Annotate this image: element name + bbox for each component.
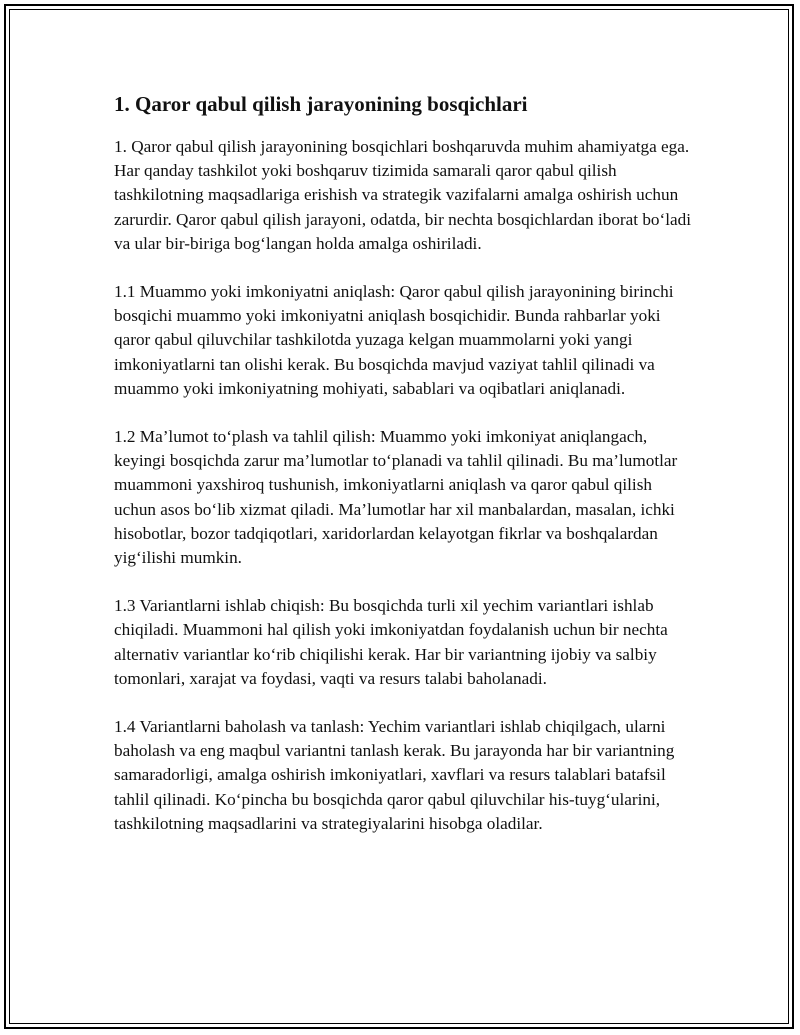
paragraph-section-1-3: 1.3 Variantlarni ishlab chiqish: Bu bosqichda turli xil yechim variantlari ishlab chiqiladi. Muammoni hal qilish yoki imkoniyatdan foydalanish uchun bir nechta alternativ variantlar ko‘rib chiqilishi kerak. Har bir variantning ijobiy va salbiy tomonlari, xarajat va foydasi, vaqti va resurs talabi baholanadi. — [114, 596, 668, 688]
document-title: 1. Qaror qabul qilish jarayonining bosqichlari — [114, 92, 528, 116]
document-body — [114, 90, 694, 860]
paragraph-section-1-4: 1.4 Variantlarni baholash va tanlash: Yechim variantlari ishlab chiqilgach, ularni baholash va eng maqbul variantni tanlash kerak. Bu jarayonda har bir variantning samaradorligi, amalga oshirish imkoniyatlari, xavflari va resurs talablari batafsil tahlil qilinadi. Ko‘pincha bu bosqichda qaror qabul qiluvchilar his-tuyg‘ularini, tashkilotning maqsadlarini va strategiyalarini hisobga oladilar. — [114, 717, 675, 833]
paragraph-section-1-1: 1.1 Muammo yoki imkoniyatni aniqlash: Qaror qabul qilish jarayonining birinchi bosqichi muammo yoki imkoniyatni aniqlash bosqichidir. Bunda rahbarlar yoki qaror qabul qiluvchilar tashkilotda yuzaga kelgan muammolarni yoki yangi imkoniyatlarni tan olishi kerak. Bu bosqichda mavjud vaziyat tahlil qilinadi va muammo yoki imkoniyatning mohiyati, sabablari va oqibatlari aniqlanadi. — [114, 282, 674, 398]
paragraph-intro: 1. Qaror qabul qilish jarayonining bosqichlari boshqaruvda muhim ahamiyatga ega. Har qanday tashkilot yoki boshqaruv tizimida samarali qaror qabul qilish tashkilotning maqsadlariga erishish va strategik vazifalarni amalga oshirish uchun zarurdir. Qaror qabul qilish jarayoni, odatda, bir nechta bosqichlardan iborat bo‘ladi va ular bir-biriga bog‘langan holda amalga oshiriladi. — [114, 137, 692, 253]
paragraph-section-1-2: 1.2 Ma’lumot to‘plash va tahlil qilish: Muammo yoki imkoniyat aniqlangach, keyingi bosqichda zarur ma’lumotlar to‘planadi va tahlil qilinadi. Bu ma’lumotlar muammoni yaxshiroq tushunish, imkoniyatlarni aniqlash va qaror qabul qilish uchun asos bo‘lib xizmat qiladi. Ma’lumotlar har xil manbalardan, masalan, ichki hisobotlar, bozor tadqiqotlari, xaridorlardan kelayotgan fikrlar va boshqalardan yig‘ilishi mumkin. — [114, 427, 678, 568]
